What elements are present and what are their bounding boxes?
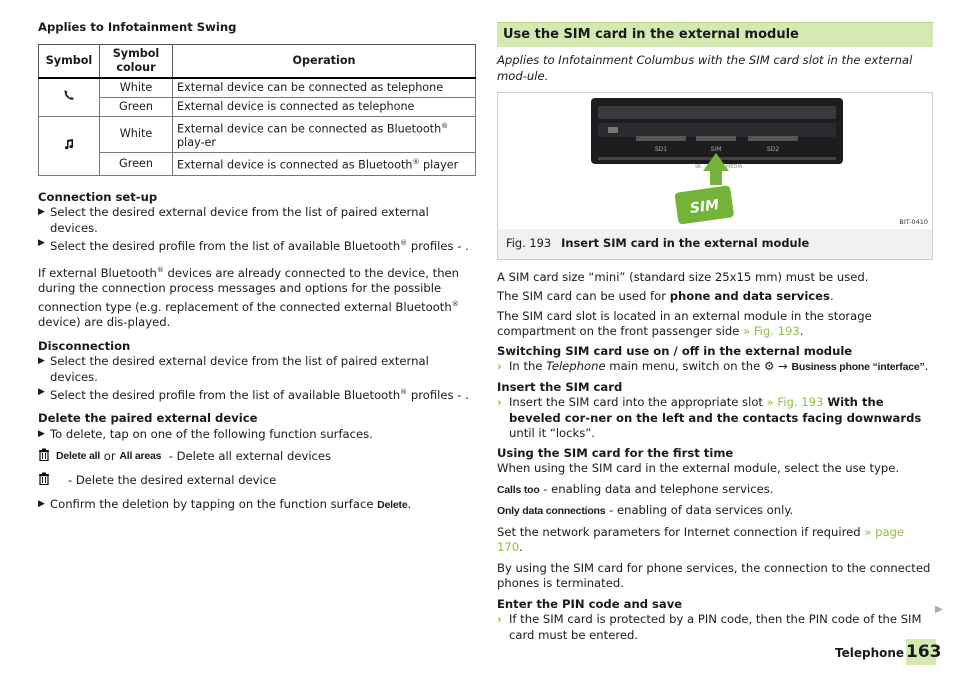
figure	[497, 92, 933, 260]
switching-section	[497, 344, 933, 376]
table-header: Symbol colour	[100, 44, 173, 78]
page-number: 163	[906, 639, 936, 665]
list-item: ▶ To delete, tap on one of the following function surfaces.	[38, 426, 373, 441]
delete-all-function: Delete all	[56, 450, 101, 463]
figure-image	[498, 93, 932, 229]
svg-text:SIM: SIM	[688, 197, 721, 217]
table-row	[39, 97, 476, 116]
figure-caption: Fig. 193 Insert SIM card in the external module	[506, 236, 810, 250]
triangle-icon: ▶	[38, 499, 45, 510]
table-cell: Green	[100, 153, 173, 176]
insert-title: Insert the SIM card	[497, 379, 623, 394]
first-use-title: Using the SIM card for the first time	[497, 445, 734, 460]
pin-title: Enter the PIN code and save	[497, 596, 683, 611]
setup-section	[38, 190, 476, 255]
disconnect-section	[38, 339, 476, 404]
delete-one-row: - Delete the desired external device	[38, 472, 476, 490]
insert-section	[497, 380, 933, 442]
music-note-icon	[39, 116, 100, 175]
table-cell: External device can be connected as telephone	[173, 78, 476, 98]
table-row	[39, 153, 476, 176]
table-header: Operation	[173, 44, 476, 78]
disconnect-title: Disconnection	[38, 338, 131, 353]
table-row	[39, 116, 476, 153]
page-link[interactable]: » page 170	[497, 524, 905, 554]
delete-section	[38, 411, 476, 514]
svg-text:SK: SK	[695, 164, 702, 170]
table-cell: External device is connected as Bluetooth® player	[173, 153, 476, 176]
list-item: ▶ Select the desired profile from the list of available Bluetooth® profiles - .	[38, 238, 469, 254]
svg-text:MEDIA: MEDIA	[726, 164, 743, 170]
trash-icon	[38, 448, 52, 466]
table-cell: Green	[100, 97, 173, 116]
list-item: ▶ Select the desired external device from the list of paired external devices.	[38, 354, 429, 384]
settings-icon: ⚙	[763, 359, 775, 373]
list-item: ▶ Select the desired profile from the list of available Bluetooth® profiles - .	[38, 387, 469, 402]
section-heading: Use the SIM card in the external module	[497, 22, 933, 47]
svg-text:SIM: SIM	[710, 146, 722, 153]
list-item: › If the SIM card is protected by a PIN code, then the PIN code of the SIM card must be entered.	[497, 612, 922, 642]
switching-title: Switching SIM card use on / off in the external module	[497, 343, 853, 358]
table-cell: External device is connected as telephone	[173, 97, 476, 116]
delete-function: Delete	[377, 499, 408, 512]
trash-icon	[38, 472, 52, 490]
fig-link[interactable]: » Fig. 193	[766, 395, 824, 409]
fig-link[interactable]: » Fig. 193	[743, 324, 800, 338]
table-header: Symbol	[39, 44, 100, 78]
delete-title: Delete the paired external device	[38, 411, 258, 426]
applies-note: Applies to Infotainment Columbus with the SIM card slot in the external mod-ule.	[497, 53, 913, 83]
applies-note: Applies to Infotainment Swing	[38, 20, 237, 34]
all-areas-function: All areas	[119, 450, 162, 463]
paragraph: The SIM card slot is located in an external module in the storage compartment on the front passenger side » Fig. 193.	[497, 308, 872, 338]
footer-title: Telephone	[835, 646, 905, 660]
paragraph: A SIM card size “mini” (standard size 25x15 mm) must be used.	[497, 269, 869, 284]
triangle-icon: ▶	[38, 238, 45, 249]
paragraph: By using the SIM card for phone services, the connection to the connected phones is terminated.	[497, 560, 931, 590]
list-item: ▶ Select the desired external device from the list of paired external devices.	[38, 205, 429, 235]
triangle-icon: ▶	[38, 207, 45, 218]
first-use-section: Using the SIM card for the first time When using the SIM card in the external module, select the use type.	[497, 446, 933, 477]
table-cell: White	[100, 78, 173, 98]
left-column	[38, 20, 476, 514]
table-row	[39, 78, 476, 98]
list-item: ▶ Confirm the deletion by tapping on the function surface Delete.	[38, 497, 412, 512]
continue-triangle-icon: ▶	[935, 604, 943, 615]
triangle-icon: ▶	[38, 428, 45, 439]
setup-title: Connection set-up	[38, 189, 158, 204]
chevron-right-icon: ›	[497, 359, 502, 373]
data-option: Only data connections - enabling of data services only.	[497, 503, 794, 517]
bluetooth-paragraph: If external Bluetooth® devices are already connected to the device, then during the connection process messages and options for the possible connection type (e.g. replacement of the connected external Bluetooth® device) are dis-played.	[38, 265, 460, 330]
triangle-icon: ▶	[38, 356, 45, 367]
symbol-table	[38, 44, 476, 176]
table-cell: White	[100, 116, 173, 153]
paragraph: The SIM card can be used for phone and data services.	[497, 289, 834, 303]
triangle-icon: ▶	[38, 387, 45, 398]
svg-text:SD2: SD2	[766, 146, 780, 153]
calls-option: Calls too - enabling data and telephone services.	[497, 481, 774, 496]
phone-icon	[39, 78, 100, 117]
right-column	[497, 22, 933, 643]
delete-all-row: Delete all or All areas - Delete all external devices	[38, 448, 476, 466]
pin-section	[497, 597, 933, 644]
paragraph: Set the network parameters for Internet connection if required » page 170.	[497, 524, 905, 554]
chevron-right-icon: ›	[497, 395, 502, 409]
list-item: › In the Telephone main menu, switch on the ⚙ → Business phone “interface”.	[497, 359, 929, 373]
svg-text:SD1: SD1	[654, 146, 668, 153]
chevron-right-icon: ›	[497, 612, 502, 626]
list-item: › Insert the SIM card into the appropriate slot » Fig. 193 With the beveled cor-ner on the left and the contacts facing downwards until it “locks”.	[497, 395, 922, 440]
table-cell: External device can be connected as Bluetooth® play-er	[173, 116, 476, 153]
svg-text:BIT-0410: BIT-0410	[899, 218, 928, 226]
